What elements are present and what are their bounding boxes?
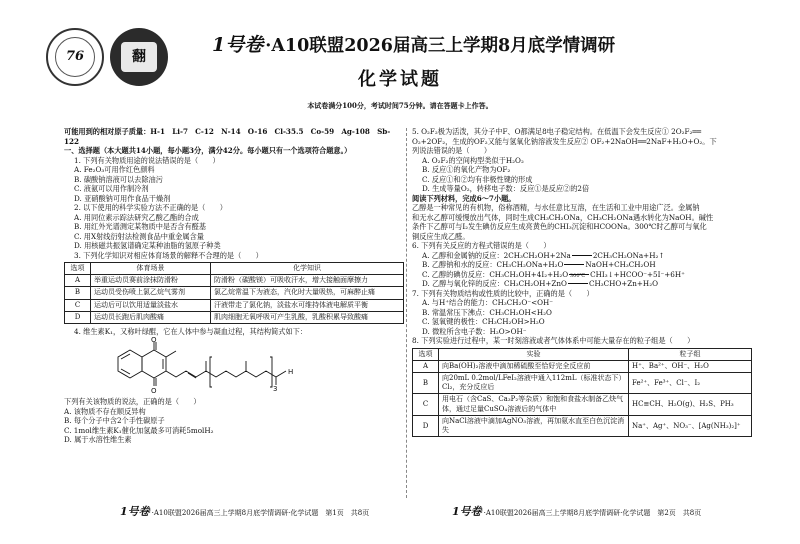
column-divider <box>406 128 407 498</box>
equation-left: C. 乙醇的碘仿反应：CH₃CH₂OH+4I₂+H₂O <box>422 269 569 279</box>
equation-right: CH₃CHO+Zn+H₂O <box>588 279 658 288</box>
table-header: 选项 <box>413 348 439 360</box>
equation-right: NaOH+CH₃CH₂OH <box>585 260 656 269</box>
table-cell: 汗液带走了氯化钠，淡盐水可维持体液电解质平衡 <box>211 299 404 311</box>
question-stem-cont: 列说法错误的是（ ） <box>412 146 492 155</box>
table-header: 化学知识 <box>211 263 404 275</box>
question-stem: 6. 下列有关反应的方程式错误的是（ ） <box>412 241 551 250</box>
question-stem: 5. O₂F₂极为活泼，其分子中F、O都满足8电子稳定结构。在低温下会发生反应① 2O₂F₂══ <box>412 127 702 136</box>
footer-brand-mark: 1号卷 <box>120 505 150 518</box>
left-column <box>64 127 404 445</box>
option: D. 属于水溶性维生素 <box>64 435 132 445</box>
option: B. 每个分子中含2个手性碳原子 <box>64 416 165 426</box>
equation-left: D. 乙醇与氧化锌的反应：CH₃CH₂OH+ZnO <box>422 279 567 288</box>
svg-text:O: O <box>151 386 157 395</box>
table-cell: C <box>65 299 91 311</box>
svg-text:H: H <box>288 367 294 376</box>
table-cell: A <box>413 360 439 372</box>
question-8 <box>412 336 752 437</box>
table-cell: 防滑粉（碳酸镁）可吸收汗水，增大接触面摩擦力 <box>211 275 404 287</box>
page-footer-left <box>120 505 369 520</box>
equation-right: 2CH₃CH₂ONa+H₂↑ <box>592 250 665 260</box>
option: A. O₂F₂的空间构型类似于H₂O₂ <box>422 155 524 165</box>
table-header: 选项 <box>65 263 91 275</box>
brand-seal-glyph: 翻 <box>121 42 157 72</box>
table-row <box>413 415 752 436</box>
option: B. 反应①的氧化产物为OF₂ <box>422 165 511 174</box>
table-row <box>413 372 752 393</box>
table-cell: HC≡CH、H₂O(g)、H₂S、PH₃ <box>629 394 752 415</box>
table-cell: Fe²⁺、Fe³⁺、Cl⁻、I₂ <box>629 372 752 393</box>
seal-number: 76 <box>55 37 95 77</box>
subject-title: 化学试题 <box>358 69 442 90</box>
option: C. 1mol维生素K₁催化加氢最多可消耗5molH₂ <box>64 425 214 435</box>
table-cell: H⁺、Ba²⁺、OH⁻、H₂O <box>629 360 752 372</box>
passage-line: 条件下乙醇可与I₂发生碘仿反应生成亮黄色的CHI₃沉淀和HCOONa。300℃时乙醇可与氧化 <box>412 222 707 231</box>
table-row <box>65 299 404 311</box>
section-heading: 一、选择题（本大题共14小题，每小题3分，满分42分。每小题只有一个选项符合题意。） <box>64 146 352 155</box>
table-cell: 氯乙烷常温下为液态，汽化时大量吸热，可麻醉止痛 <box>211 287 404 299</box>
option: B. 碳酸钠溶液可以去除油污 <box>74 174 163 184</box>
option: D. 微粒所含电子数：H₂O>OH⁻ <box>422 326 527 336</box>
option: A. 该物质不存在顺反异构 <box>64 406 146 416</box>
option: C. 用X射线衍射法检测食品中重金属含量 <box>74 231 204 241</box>
atomic-masses: 可能用到的相对原子质量：H-1 Li-7 C-12 N-14 O-16 Cl-35.5 Co-59 Ag-108 Sb-122 <box>64 127 391 146</box>
footer-text: ·A10联盟2026届高三上学期8月底学情调研·化学试题 第2页 共8页 <box>483 509 702 517</box>
question-5 <box>412 127 752 194</box>
option: B. 用红外光谱测定某物质中是否含有醛基 <box>74 222 207 231</box>
question-stem: 2. 以下使用的科学实验方法不正确的是（ ） <box>74 203 227 212</box>
repeat-subscript: 3 <box>273 384 278 393</box>
reaction-condition: 300℃ <box>569 273 586 279</box>
table-row <box>65 287 404 299</box>
table-cell: 举重运动员赛前涂抹防滑粉 <box>91 275 211 287</box>
equation-left: A. 乙醇和金属钠的反应：2CH₃CH₂OH+2Na <box>422 250 571 260</box>
option <box>412 251 752 261</box>
question-stem-cont: O₂+2OF₂，生成的OF₂又能与氢氧化钠溶液发生反应② OF₂+2NaOH══2NaF+H₂O+O₂。下 <box>412 136 717 146</box>
page-header <box>0 0 800 128</box>
table-header: 体育场景 <box>91 263 211 275</box>
table-cell: B <box>65 287 91 299</box>
footer-text: ·A10联盟2026届高三上学期8月底学情调研·化学试题 第1页 共8页 <box>151 509 370 517</box>
table-cell: Na⁺、Ag⁺、NO₃⁻、[Ag(NH₃)₂]⁺ <box>629 415 752 436</box>
reaction-arrow <box>572 255 592 256</box>
exam-note: 本试卷满分100分，考试时间75分钟。请在答题卡上作答。 <box>307 101 493 110</box>
q8-table <box>412 348 752 438</box>
question-4 <box>64 327 404 445</box>
option: A. Fe₂O₃可用作红色颜料 <box>74 165 155 174</box>
reading-passage <box>412 194 752 242</box>
table-cell: A <box>65 275 91 287</box>
svg-text:O: O <box>151 336 157 344</box>
passage-heading: 阅读下列材料，完成6～7小题。 <box>412 193 516 203</box>
passage-line: 铜反应生成乙醛。 <box>412 231 470 241</box>
right-column <box>412 127 752 440</box>
table-cell: 运动后可以饮用适量淡盐水 <box>91 299 211 311</box>
brand-mark: 1号卷 <box>212 34 264 56</box>
table-cell: D <box>413 415 439 436</box>
exam-title-text: ·A10联盟2026届高三上学期8月底学情调研 <box>265 36 616 56</box>
option: C. 液氨可以用作制冷剂 <box>74 184 149 193</box>
table-cell: C <box>413 394 439 415</box>
option: C. 氢氧键的极性：CH₃CH₂OH>H₂O <box>422 317 545 326</box>
passage-line: 乙醇是一种常见的有机物，俗称酒精，与水任意比互溶，在生活和工业中用途广泛。金属钠 <box>412 203 700 212</box>
option: B. 常温常压下沸点：CH₃CH₂OH<H₂O <box>422 307 552 317</box>
table-header: 粒子组 <box>629 348 752 360</box>
option: A. 与H⁺结合的能力：CH₃CH₂O⁻<OH⁻ <box>422 298 554 307</box>
equation-left: B. 乙醇钠和水的反应：CH₃CH₂ONa+H₂O <box>422 260 564 269</box>
table-row <box>413 394 752 415</box>
reaction-arrow <box>564 264 584 265</box>
exam-title <box>212 33 615 58</box>
reaction-arrow <box>568 283 588 284</box>
question-stem: 7. 下列有关物质结构或性质的比较中，正确的是（ ） <box>412 288 594 298</box>
question-2 <box>64 203 404 251</box>
question-6 <box>412 241 752 289</box>
option: A. 用同位素示踪法研究乙酸乙酯的合成 <box>74 212 199 222</box>
option: D. 生成等量O₂，转移电子数：反应①是反应②的2倍 <box>422 184 590 193</box>
reaction-arrow-with-condition <box>567 273 589 289</box>
passage-line: 和无水乙醇可缓慢放出气体，同时生成CH₃CH₂ONa，CH₃CH₂ONa遇水转化为NaOH。碱性 <box>412 212 714 222</box>
question-stem: 4. 维生素K₁，又称叶绿醌，它在人体中参与凝血过程，其结构简式如下： <box>74 327 308 337</box>
question-1 <box>64 156 404 204</box>
page-footer-right <box>452 505 701 520</box>
option <box>412 260 752 270</box>
table-cell: B <box>413 372 439 393</box>
option: D. 亚硝酸钠可用作食品干燥剂 <box>74 193 171 203</box>
question-stem: 8. 下列实验进行过程中，某一时刻溶液或者气体体系中可能大量存在的粒子组是（ ） <box>412 336 695 345</box>
q3-table <box>64 262 404 324</box>
table-row <box>65 275 404 287</box>
vitamin-k1-structure-diagram <box>104 337 324 395</box>
table-cell: 向20mL 0.2mol/LFeI₂溶液中通入112mL（标准状态下）Cl₂，充分反应后 <box>439 372 629 393</box>
table-cell: 向Ba(OH)₂溶液中滴加稀硫酸至恰好完全反应前 <box>439 360 629 372</box>
table-cell: D <box>65 311 91 323</box>
question-3 <box>64 251 404 325</box>
option: C. 反应①和②均有非极性键的形成 <box>422 174 533 184</box>
table-cell: 运动员受伤喷上氯乙烷气雾剂 <box>91 287 211 299</box>
table-header: 实验 <box>439 348 629 360</box>
table-cell: 用电石（含CaS、Ca₃P₂等杂质）和饱和食盐水制备乙炔气体，通过足量CuSO₄溶液后的气体中 <box>439 394 629 415</box>
option: D. 用核磁共振氢谱确定某种油脂的氢原子种类 <box>74 241 221 250</box>
table-row <box>65 311 404 323</box>
table-cell: 向NaCl溶液中滴加AgNO₃溶液，再加氨水直至白色沉淀消失 <box>439 415 629 436</box>
question-stem: 1. 下列有关物质用途的说法错误的是（ ） <box>74 155 220 165</box>
table-row <box>413 360 752 372</box>
table-cell: 运动员长跑后肌肉酸痛 <box>91 311 211 323</box>
question-stem: 3. 下列化学知识对相应体育场景的解释不合理的是（ ） <box>74 250 263 260</box>
equation-right: CHI₃↓+HCOO⁻+5I⁻+6H⁺ <box>590 269 685 279</box>
footer-brand-mark: 1号卷 <box>452 505 482 518</box>
question-stem-2: 下列有关该物质的说法，正确的是（ ） <box>64 397 201 407</box>
table-cell: 肌肉细胞无氧呼吸可产生乳酸，乳酸积累导致酸痛 <box>211 311 404 323</box>
question-7 <box>412 289 752 337</box>
